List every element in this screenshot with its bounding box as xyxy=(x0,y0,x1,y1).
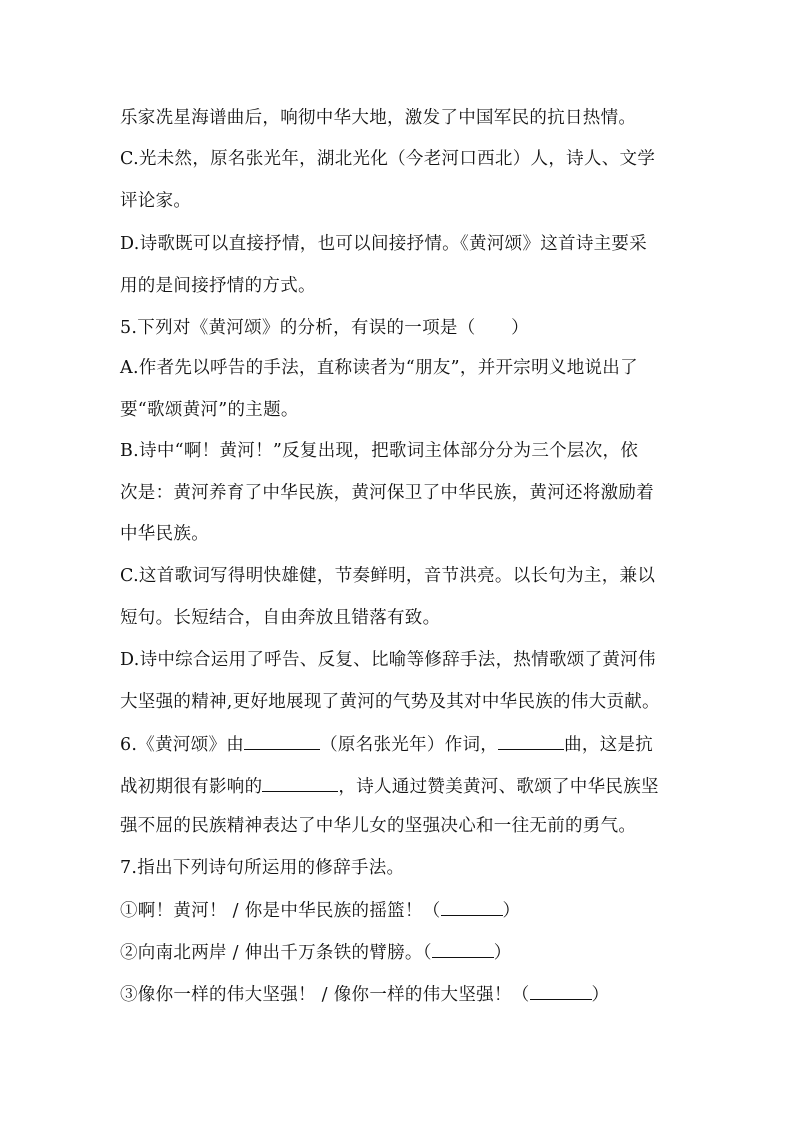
q6-text-d: 战初期很有影响的 xyxy=(120,777,263,797)
q7-blank-1[interactable] xyxy=(441,897,503,916)
text-line: 乐家冼星海谱曲后，响彻中华大地，激发了中国军民的抗日热情。 xyxy=(120,108,637,128)
q6-text-c: 曲，这是抗 xyxy=(564,735,654,755)
option-c-line-1: C.光未然，原名张光年，湖北光化（今老河口西北）人，诗人、文学 xyxy=(120,149,656,169)
q7-item-3 xyxy=(120,981,609,1007)
question-5-title: 5.下列对《黄河颂》的分析，有误的一项是（ ） xyxy=(120,318,529,338)
option-d-line-1: D.诗歌既可以直接抒情，也可以间接抒情。《黄河颂》这首诗主要采 xyxy=(120,234,648,254)
q5-option-d-line-1: D.诗中综合运用了呼告、反复、比喻等修辞手法，热情歌颂了黄河伟 xyxy=(120,650,656,670)
q6-blank-author[interactable] xyxy=(244,731,320,750)
q6-text-e: ，诗人通过赞美黄河、歌颂了中华民族坚 xyxy=(338,777,659,797)
q7-item-1-text: ①啊！黄河！ / 你是中华民族的摇篮！（ xyxy=(120,901,441,921)
option-d-line-2: 用的是间接抒情的方式。 xyxy=(120,276,316,296)
q7-blank-3[interactable] xyxy=(530,981,592,1000)
q5-option-b-line-3: 中华民族。 xyxy=(120,524,209,544)
q6-blank-composer[interactable] xyxy=(498,731,564,750)
question-6-line-3: 强不屈的民族精神表达了中华儿女的坚强决心和一往无前的勇气。 xyxy=(120,816,637,836)
q7-item-3-text: ③像你一样的伟大坚强！ / 像你一样的伟大坚强！（ xyxy=(120,985,530,1005)
q7-item-1 xyxy=(120,897,520,923)
q6-text-a: 6.《黄河颂》由 xyxy=(120,735,245,755)
q5-option-c-line-1: C.这首歌词写得明快雄健，节奏鲜明，音节洪亮。以长句为主，兼以 xyxy=(120,566,656,586)
q6-blank-work[interactable] xyxy=(262,773,338,792)
q7-close-paren: ） xyxy=(502,901,521,921)
q5-option-b-line-1: B.诗中“啊！黄河！”反复出现，把歌词主体部分分为三个层次，依 xyxy=(120,441,639,461)
q6-text-b: （原名张光年）作词， xyxy=(320,735,499,755)
q5-option-b-line-2: 次是：黄河养育了中华民族，黄河保卫了中华民族，黄河还将激励着 xyxy=(120,483,654,503)
q5-option-d-line-2: 大坚强的精神,更好地展现了黄河的气势及其对中华民族的伟大贡献。 xyxy=(120,692,660,712)
q7-item-2-text: ②向南北两岸 / 伸出千万条铁的臂膀。（ xyxy=(120,943,432,963)
option-c-line-2: 评论家。 xyxy=(120,191,192,211)
q7-item-2 xyxy=(120,939,512,965)
q7-close-paren: ） xyxy=(493,943,512,963)
q7-close-paren: ） xyxy=(591,985,610,1005)
question-6-line-2 xyxy=(120,773,659,799)
question-6-line-1 xyxy=(120,731,653,757)
q5-option-a-line-2: 要“歌颂黄河”的主题。 xyxy=(120,400,299,420)
q5-option-a-line-1: A.作者先以呼告的手法，直称读者为“朋友”，并开宗明义地说出了 xyxy=(120,358,638,378)
q7-blank-2[interactable] xyxy=(432,939,494,958)
question-7-title: 7.指出下列诗句所运用的修辞手法。 xyxy=(120,858,405,878)
q5-option-c-line-2: 短句。长短结合，自由奔放且错落有致。 xyxy=(120,608,441,628)
